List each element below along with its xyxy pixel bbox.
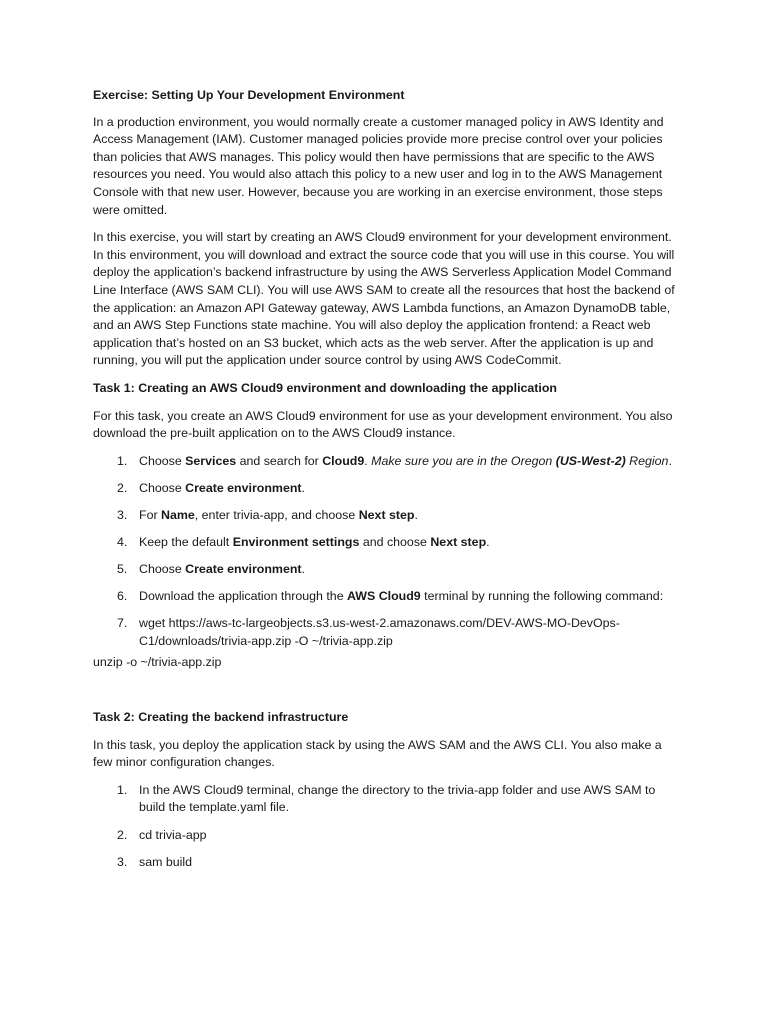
step-text: terminal by running the following command:: [420, 589, 664, 604]
step-number: 4.: [117, 534, 128, 549]
step-italic-text: Make sure you are in the Oregon: [371, 453, 556, 468]
step-number: 3.: [117, 854, 128, 869]
step-number: 5.: [117, 562, 128, 577]
step-number: 1.: [117, 782, 128, 797]
exercise-title: Exercise: Setting Up Your Development Environment: [93, 88, 405, 102]
step-text: and choose: [359, 534, 431, 549]
step-text: Choose: [139, 453, 186, 468]
task2-title: Task 2: Creating the backend infrastructure: [93, 710, 349, 725]
task2-step-3: [93, 854, 679, 872]
exercise-intro-paragraph-2: In this exercise, you will start by creating an AWS Cloud9 environment for your development environment. In this environment, you will download and extract the source code that you will use in this course. You will deploy the application’s backend infrastructure by using the AWS Serverless Application Model Command Line Interface (AWS SAM CLI). You will use AWS SAM to create all the resources that host the backend of the application: an Amazon API Gateway gateway, AWS Lambda functions, an Amazon DynamoDB table, and an AWS Step Functions state machine. You will also deploy the application frontend: a React web application that’s hosted on an S3 bucket, which acts as the web server. After the application is up and running, you will put the application under source control by using AWS CodeCommit.: [93, 230, 675, 368]
step-number: 2.: [117, 827, 128, 842]
step-bold-text: Next step: [358, 507, 415, 522]
step-bold-text: Create environment: [185, 480, 302, 495]
task2-step-2: [93, 827, 679, 845]
step-number: 2.: [117, 480, 128, 495]
task1-title: Task 1: Creating an AWS Cloud9 environment and downloading the application: [93, 380, 558, 395]
step-number: 7.: [117, 616, 128, 631]
step-bold-text: Cloud9: [322, 453, 365, 468]
step-command-text: sam build: [139, 854, 193, 869]
task1-step-6: [93, 588, 679, 606]
step-number: 6.: [117, 589, 128, 604]
step-number: 3.: [117, 507, 128, 522]
task2-intro: In this task, you deploy the application stack by using the AWS SAM and the AWS CLI. You also make a few minor configuration changes.: [93, 737, 662, 770]
step-bold-text: Next step: [430, 534, 487, 549]
task1-step-2: [93, 480, 679, 498]
exercise-intro-paragraph-1: In a production environment, you would normally create a customer managed policy in AWS Identity and Access Management (IAM). Customer managed policies provide more precise control over your policies than policies that AWS manages. This policy would then have permissions that are specific to the AWS resources you need. You would also attach this policy to a new user and log in to the AWS Management Console with that new user. However, because you are working in an exercise environment, those steps were omitted.: [93, 114, 664, 217]
step-text: and search for: [236, 453, 323, 468]
step-number: 1.: [117, 453, 128, 468]
step-text: .: [486, 534, 490, 549]
step-text: Choose: [139, 562, 186, 577]
document-content: [93, 87, 679, 881]
step-text: .: [301, 480, 305, 495]
step-text: .: [668, 453, 672, 468]
step-bold-text: Services: [185, 453, 237, 468]
step-command-text: wget https://aws-tc-largeobjects.s3.us-west-2.amazonaws.com/DEV-AWS-MO-DevOps-C1/downloads/trivia-app.zip -O ~/trivia-app.zip: [139, 616, 620, 648]
step-bold-text: Name: [161, 507, 195, 522]
step-text: Keep the default: [139, 534, 233, 549]
step-italic-text: Region: [625, 453, 669, 468]
task1-step-3: [93, 507, 679, 525]
step-text: .: [364, 453, 372, 468]
task1-intro: For this task, you create an AWS Cloud9 environment for use as your development environment. You also download the pre-built application on to the AWS Cloud9 instance.: [93, 408, 673, 441]
step-text: .: [301, 562, 305, 577]
step-bold-text: AWS Cloud9: [347, 589, 421, 604]
task1-step-1: [93, 453, 679, 471]
task1-step-7: [93, 615, 679, 650]
step-bold-italic-text: (US-West-2): [555, 453, 626, 468]
task2-steps: [93, 782, 679, 871]
step-text: Choose: [139, 480, 186, 495]
step-bold-text: Create environment: [185, 562, 302, 577]
step-text: For: [139, 507, 162, 522]
task1-step-4: [93, 534, 679, 552]
step-text: .: [414, 507, 418, 522]
task2-step-1: [93, 782, 679, 817]
step-text: Download the application through the: [139, 589, 348, 604]
unzip-command: unzip -o ~/trivia-app.zip: [93, 655, 222, 670]
step-command-text: cd trivia-app: [139, 827, 207, 842]
step-bold-text: Environment settings: [232, 534, 360, 549]
task1-step-5: [93, 561, 679, 579]
task1-steps: [93, 453, 679, 651]
step-text: , enter trivia-app, and choose: [194, 507, 359, 522]
step-text: In the AWS Cloud9 terminal, change the directory to the trivia-app folder and use AWS SAM to build the template.yaml file.: [139, 782, 656, 815]
